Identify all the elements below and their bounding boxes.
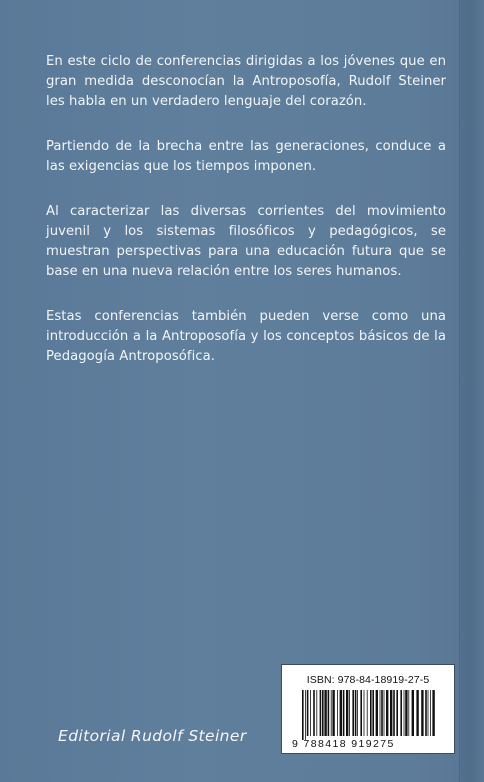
barcode-bar bbox=[305, 690, 306, 740]
barcode-bar bbox=[432, 690, 434, 736]
barcode-bar bbox=[405, 690, 407, 736]
isbn-text: ISBN: 978-84-18919-27-5 bbox=[306, 674, 430, 686]
spine-edge bbox=[459, 0, 484, 782]
barcode-bar bbox=[320, 690, 322, 736]
barcode-bar bbox=[400, 690, 402, 736]
barcode-bar bbox=[310, 690, 311, 736]
barcode-bar bbox=[340, 690, 342, 736]
barcode-graphic bbox=[300, 690, 440, 740]
barcode-bar bbox=[346, 690, 348, 736]
barcode-bar bbox=[412, 690, 414, 736]
barcode-bar bbox=[393, 690, 395, 736]
barcode-bar bbox=[349, 690, 350, 736]
blurb-paragraph-1: En este ciclo de conferencias dirigidas a los jóvenes que en gran medida desconocían la Antroposofía, Rudolf Steiner les habla en un verdadero lenguaje del corazón. bbox=[46, 54, 446, 109]
barcode-bar bbox=[404, 690, 405, 736]
barcode-bar bbox=[331, 690, 332, 736]
barcode-bar bbox=[313, 690, 315, 736]
barcode-bar bbox=[360, 690, 362, 736]
barcode-bar bbox=[396, 690, 398, 736]
barcode-bar bbox=[357, 690, 358, 736]
barcode-bar bbox=[370, 690, 372, 736]
barcode-bar bbox=[367, 690, 368, 736]
barcode-bar bbox=[376, 690, 378, 736]
blurb-text bbox=[46, 52, 446, 392]
barcode-bar bbox=[324, 690, 326, 736]
barcode-bar bbox=[355, 690, 357, 736]
blurb-paragraph-3: Al caracterizar las diversas corrientes del movimiento juvenil y los sistemas filosóficos y pedagógicos, se muestran perspectivas para una educación futura que se base en una nueva relación entre los seres humanos. bbox=[46, 204, 446, 279]
barcode-bar bbox=[380, 690, 381, 736]
blurb-paragraph-2: Partiendo de la brecha entre las generaciones, conduce a las exigencias que los tiempos imponen. bbox=[46, 139, 446, 174]
barcode-bar bbox=[343, 690, 345, 736]
barcode-bar bbox=[381, 690, 383, 736]
barcode-bar bbox=[302, 690, 304, 740]
barcode-bar bbox=[328, 690, 330, 736]
barcode-label bbox=[281, 664, 455, 754]
barcode-bar bbox=[428, 690, 429, 736]
barcode-bar bbox=[372, 690, 374, 736]
barcode-bar bbox=[307, 690, 309, 736]
barcode-bar bbox=[416, 690, 418, 736]
barcode-bar bbox=[421, 690, 423, 736]
barcode-bar bbox=[322, 690, 324, 736]
barcode-bar bbox=[390, 690, 392, 736]
barcode-bar bbox=[386, 690, 388, 736]
barcode-bar bbox=[425, 690, 427, 736]
barcode-bar bbox=[430, 690, 431, 736]
barcode-bar bbox=[384, 690, 385, 736]
barcode-bar bbox=[337, 690, 338, 736]
barcode-bar bbox=[364, 690, 365, 736]
publisher-name: Editorial Rudolf Steiner bbox=[58, 727, 247, 745]
blurb-paragraph-4: Estas conferencias también pueden verse como una introducción a la Antroposofía y los conceptos básicos de la Pedagogía Antroposófica. bbox=[46, 309, 446, 364]
barcode-bar bbox=[332, 690, 334, 736]
barcode-bar bbox=[352, 690, 354, 736]
ean-digits: 9 788418 919275 bbox=[292, 738, 395, 750]
barcode-bar bbox=[316, 690, 317, 736]
barcode-bars bbox=[300, 690, 440, 740]
barcode-bar bbox=[408, 690, 409, 736]
